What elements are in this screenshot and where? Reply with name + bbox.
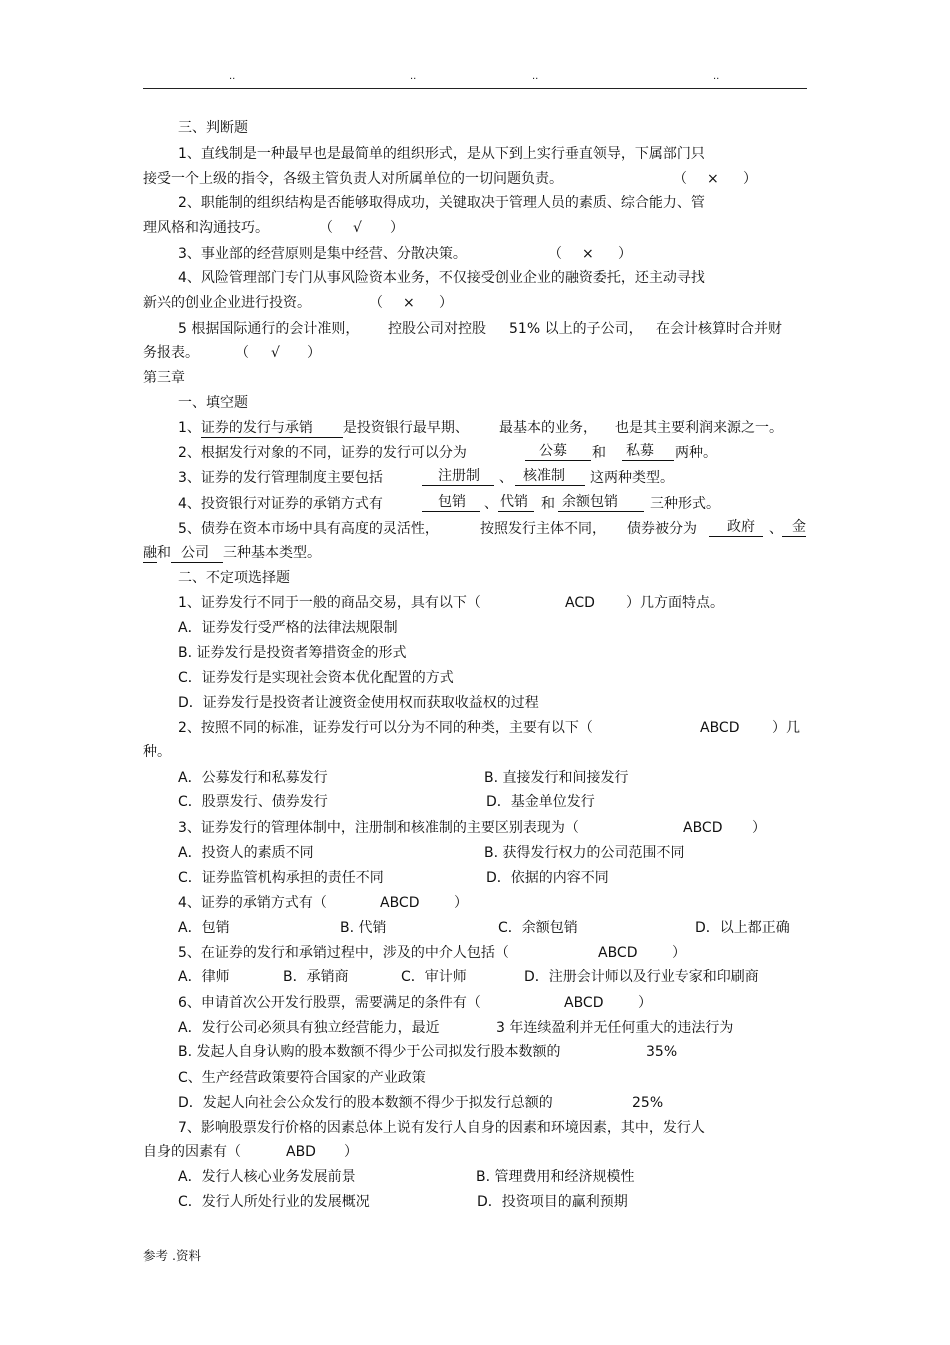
choice-q2-stem-line2: 种。 bbox=[143, 744, 171, 760]
choice-q1-tail: ）几方面特点。 bbox=[626, 595, 724, 611]
choice-q6-answer: ABCD bbox=[564, 995, 604, 1011]
choice-q7-stem-line2 bbox=[143, 1142, 443, 1162]
choice-q2-opt-c: C．股票发行、债券发行 bbox=[178, 794, 328, 810]
fill-q5-mid: 和 bbox=[157, 545, 171, 561]
judge-q5-lparen: （ bbox=[235, 345, 249, 361]
choice-q2-opt-d: D．基金单位发行 bbox=[486, 794, 595, 810]
choice-q7-tail: ） bbox=[344, 1144, 358, 1160]
fill-q1-a: 是投资银行最早期、 bbox=[342, 420, 469, 436]
fill-q5-pre2: 按照发行主体不同， bbox=[480, 521, 606, 537]
fill-q4-pre: 4、投资银行对证券的承销方式有 bbox=[178, 496, 383, 512]
fill-q3-blank1 bbox=[422, 468, 494, 486]
judge-q5-line2 bbox=[143, 343, 321, 363]
judge-q3-line bbox=[178, 244, 632, 264]
fill-q4-blank3-text: 余额包销 bbox=[562, 494, 618, 510]
choice-q6-stem bbox=[178, 993, 698, 1013]
choice-q1-answer: ACD bbox=[565, 595, 595, 611]
choice-q6-opt-d bbox=[178, 1093, 698, 1113]
fill-q4-post: 三种形式。 bbox=[650, 496, 720, 512]
fill-q2-blank1-text: 公募 bbox=[539, 443, 567, 459]
choice-q3-answer: ABCD bbox=[683, 820, 723, 836]
fill-q2-mid: 和 bbox=[592, 445, 606, 461]
judge-q4-text: 新兴的创业企业进行投资。 bbox=[143, 295, 311, 311]
fill-q2 bbox=[178, 443, 798, 463]
choice-q7-opt-c: C．发行人所处行业的发展概况 bbox=[178, 1194, 370, 1210]
fill-q5-blank2b: 融 bbox=[143, 545, 157, 561]
choice-q1-opt-a: A．证券发行受严格的法律法规限制 bbox=[178, 620, 398, 636]
choice-q2-opt-b: B. 直接发行和间接发行 bbox=[484, 770, 629, 786]
choice-q3-opt-c: C．证券监管机构承担的责任不同 bbox=[178, 870, 384, 886]
fill-q2-blank2-text: 私募 bbox=[626, 443, 654, 459]
judge-q5-answer: √ bbox=[271, 345, 280, 361]
choice-q1-opt-c: C．证券发行是实现社会资本优化配置的方式 bbox=[178, 670, 454, 686]
choice-q6-opt-b-part2: 35% bbox=[646, 1044, 678, 1060]
choice-q6-opt-a-part1: A．发行公司必须具有独立经营能力，最近 bbox=[178, 1020, 440, 1036]
fill-q2-post: 两种。 bbox=[675, 445, 717, 461]
fill-q5-blank1 bbox=[709, 519, 763, 537]
choice-q4-tail: ） bbox=[454, 895, 468, 911]
choice-q1-stem bbox=[178, 593, 778, 613]
fill-q1-b: 最基本的业务， bbox=[499, 420, 597, 436]
fill-q4-sep: 、 bbox=[484, 496, 498, 512]
judge-q3-text: 3、事业部的经营原则是集中经营、分散决策。 bbox=[178, 246, 467, 262]
fill-q4-blank1 bbox=[422, 494, 480, 512]
fill-q5-blank2a-text: 金 bbox=[792, 519, 806, 535]
fill-q1-blank: 证券的发行与承销 bbox=[201, 420, 343, 438]
judge-q3-rparen: ） bbox=[618, 246, 632, 262]
judge-q5-part1: 5 根据国际通行的会计准则， bbox=[178, 321, 360, 337]
choice-q6-text: 6、申请首次公开发行股票，需要满足的条件有（ bbox=[178, 995, 481, 1011]
fill-q5-blank2a bbox=[782, 519, 806, 537]
fill-q4-blank2 bbox=[498, 494, 534, 512]
judge-q4-line1: 4、风险管理部门专门从事风险资本业务，不仅接受创业企业的融资委托，还主动寻找 bbox=[178, 270, 705, 286]
choice-q6-opt-b-part1: B. 发起人自身认购的股本数额不得少于公司拟发行股本数额的 bbox=[178, 1044, 561, 1060]
choice-q7-answer: ABD bbox=[286, 1144, 316, 1160]
choice-q1-text: 1、证券发行不同于一般的商品交易，具有以下（ bbox=[178, 595, 481, 611]
choice-q4-stem bbox=[178, 893, 578, 913]
fill-q5-line1 bbox=[178, 519, 808, 539]
choice-q5-answer: ABCD bbox=[598, 945, 638, 961]
fill-q3-blank1-text: 注册制 bbox=[438, 468, 480, 484]
choice-q2-tail: ）几 bbox=[772, 720, 800, 736]
choice-q5-opt-d: D．注册会计师以及行业专家和印刷商 bbox=[524, 969, 759, 985]
choice-q4-text: 4、证券的承销方式有（ bbox=[178, 895, 327, 911]
judge-q2-text: 理风格和沟通技巧。 bbox=[143, 220, 269, 236]
judge-q2-line2 bbox=[143, 218, 404, 238]
fill-q3-blank2 bbox=[515, 468, 585, 486]
choice-q6-opt-a bbox=[178, 1018, 778, 1038]
choice-q6-opt-a-part2: 3 年连续盈利并无任何重大的违法行为 bbox=[496, 1020, 734, 1036]
choice-q7-stem-line1: 7、影响股票发行价格的因素总体上说有发行人自身的因素和环境因素，其中，发行人 bbox=[178, 1120, 705, 1136]
judge-q5-part4: 在会计核算时合并财 bbox=[656, 321, 782, 337]
choice-q1-opt-d: D．证券发行是投资者让渡资金使用权而获取收益权的过程 bbox=[178, 695, 539, 711]
choice-q5-stem bbox=[178, 943, 738, 963]
judge-q5-part2: 控股公司对控股 bbox=[388, 321, 486, 337]
judge-q1-rparen: ） bbox=[743, 171, 757, 187]
fill-q5-pre3: 债券被分为 bbox=[627, 521, 697, 537]
choice-q5-opt-a: A．律师 bbox=[178, 969, 230, 985]
choice-q3-opt-a: A．投资人的素质不同 bbox=[178, 845, 314, 861]
judge-q3-answer: × bbox=[582, 246, 594, 262]
choice-q2-opt-a: A．公募发行和私募发行 bbox=[178, 770, 328, 786]
chapter-title: 第三章 bbox=[143, 370, 185, 386]
choice-q4-opt-b: B. 代销 bbox=[340, 920, 387, 936]
choice-q7-opt-b: B. 管理费用和经济规模性 bbox=[476, 1169, 635, 1185]
fill-section-title: 一、填空题 bbox=[178, 395, 248, 411]
choice-q6-opt-c: C、生产经营政策要符合国家的产业政策 bbox=[178, 1070, 426, 1086]
judge-q2-line1: 2、职能制的组织结构是否能够取得成功，关键取决于管理人员的素质、综合能力、管 bbox=[178, 195, 705, 211]
fill-q5-blank1-text: 政府 bbox=[727, 519, 755, 535]
page-footer: 参考 .资料 bbox=[143, 1248, 201, 1263]
section-title: 三、判断题 bbox=[178, 120, 248, 136]
fill-q4-mid: 和 bbox=[541, 496, 555, 512]
choice-q5-tail: ） bbox=[672, 945, 686, 961]
judge-q1-line2 bbox=[143, 169, 757, 189]
choice-q1-opt-b: B. 证券发行是投资者筹措资金的形式 bbox=[178, 645, 407, 661]
choice-q7-opt-d: D．投资项目的赢利预期 bbox=[477, 1194, 628, 1210]
judge-q4-answer: × bbox=[403, 295, 415, 311]
fill-q2-blank1 bbox=[525, 443, 591, 461]
choice-q2-text: 2、按照不同的标准，证券发行可以分为不同的种类，主要有以下（ bbox=[178, 720, 593, 736]
choice-q3-opt-d: D．依据的内容不同 bbox=[486, 870, 609, 886]
judge-q1-text: 接受一个上级的指令，各级主管负责人对所属单位的一切问题负责。 bbox=[143, 171, 563, 187]
fill-q4 bbox=[178, 494, 798, 514]
judge-q5-line1 bbox=[178, 319, 798, 339]
fill-q3 bbox=[178, 468, 798, 488]
choice-q4-opt-d: D．以上都正确 bbox=[695, 920, 790, 936]
fill-q5-post: 三种基本类型。 bbox=[223, 545, 321, 561]
judge-q4-line2 bbox=[143, 293, 453, 313]
fill-q3-mid: 、 bbox=[499, 470, 513, 486]
fill-q5-line2 bbox=[143, 543, 321, 563]
judge-q1-lparen: （ bbox=[673, 171, 687, 187]
judge-q2-lparen: （ bbox=[319, 220, 333, 236]
judge-q4-rparen: ） bbox=[439, 295, 453, 311]
fill-q2-pre: 2、根据发行对象的不同，证券的发行可以分为 bbox=[178, 445, 467, 461]
choice-q6-tail: ） bbox=[638, 995, 652, 1011]
header-dot: .. bbox=[532, 71, 539, 82]
fill-q3-post: 这两种类型。 bbox=[590, 470, 674, 486]
judge-q1-answer: × bbox=[707, 171, 719, 187]
header-dot: .. bbox=[410, 71, 417, 82]
choice-q4-opt-a: A．包销 bbox=[178, 920, 230, 936]
judge-q1-line1: 1、直线制是一种最早也是最简单的组织形式，是从下到上实行垂直领导，下属部门只 bbox=[178, 146, 705, 162]
fill-q3-pre: 3、证券的发行管理制度主要包括 bbox=[178, 470, 383, 486]
judge-q5-part3: 51% 以上的子公司， bbox=[509, 321, 643, 337]
choice-q3-tail: ） bbox=[752, 820, 766, 836]
judge-q2-rparen: ） bbox=[390, 220, 404, 236]
choice-q5-text: 5、在证券的发行和承销过程中，涉及的中介人包括（ bbox=[178, 945, 509, 961]
header-dot: .. bbox=[713, 71, 720, 82]
header-rule bbox=[143, 88, 807, 89]
choice-q2-stem bbox=[178, 718, 808, 738]
judge-q5-text: 务报表。 bbox=[143, 345, 199, 361]
choice-section-title: 二、不定项选择题 bbox=[178, 570, 290, 586]
choice-q3-stem bbox=[178, 818, 778, 838]
choice-q6-opt-b bbox=[178, 1042, 718, 1062]
fill-q4-blank1-text: 包销 bbox=[438, 494, 466, 510]
fill-q2-blank2 bbox=[622, 443, 674, 461]
choice-q3-opt-b: B. 获得发行权力的公司范围不同 bbox=[484, 845, 685, 861]
choice-q3-text: 3、证券发行的管理体制中，注册制和核准制的主要区别表现为（ bbox=[178, 820, 579, 836]
judge-q4-lparen: （ bbox=[369, 295, 383, 311]
choice-q7-text: 自身的因素有（ bbox=[143, 1144, 241, 1160]
choice-q5-opt-b: B．承销商 bbox=[283, 969, 349, 985]
choice-q6-opt-d-part2: 25% bbox=[632, 1095, 664, 1111]
choice-q5-opt-c: C．审计师 bbox=[401, 969, 467, 985]
fill-q5-pre1: 5、债券在资本市场中具有高度的灵活性， bbox=[178, 521, 439, 537]
header-dot: .. bbox=[229, 71, 236, 82]
fill-q1 bbox=[178, 418, 798, 438]
judge-q2-answer: √ bbox=[353, 220, 362, 236]
fill-q5-blank3: 公司 bbox=[171, 545, 223, 563]
fill-q3-blank2-text: 核准制 bbox=[523, 468, 565, 484]
judge-q3-lparen: （ bbox=[548, 246, 562, 262]
fill-q5-sep: 、 bbox=[769, 521, 783, 537]
fill-q1-c: 也是其主要利润来源之一。 bbox=[615, 420, 783, 436]
choice-q4-answer: ABCD bbox=[380, 895, 420, 911]
choice-q2-answer: ABCD bbox=[700, 720, 740, 736]
fill-q1-num: 1、 bbox=[178, 420, 201, 436]
choice-q4-opt-c: C．余额包销 bbox=[498, 920, 578, 936]
fill-q4-blank2-text: 代销 bbox=[500, 494, 528, 510]
choice-q7-opt-a: A．发行人核心业务发展前景 bbox=[178, 1169, 356, 1185]
page-header bbox=[0, 70, 950, 90]
fill-q4-blank3 bbox=[558, 494, 644, 512]
judge-q5-rparen: ） bbox=[307, 345, 321, 361]
choice-q6-opt-d-part1: D．发起人向社会公众发行的股本数额不得少于拟发行总额的 bbox=[178, 1095, 553, 1111]
